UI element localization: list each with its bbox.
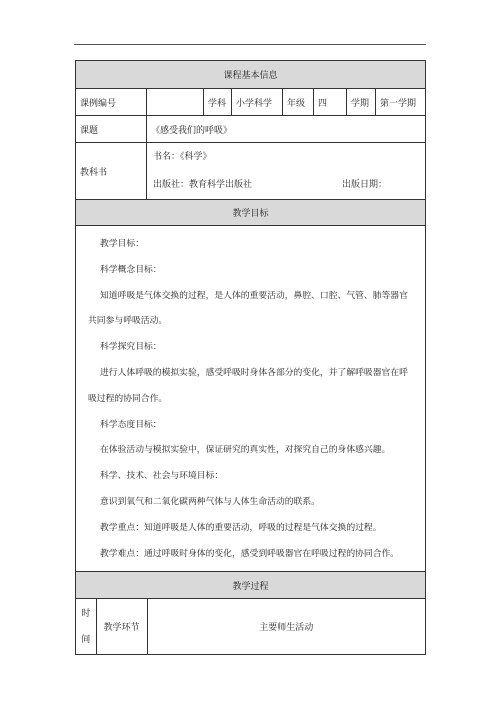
goal-line: 意识到氧气和二氧化碳两种气体与人体生命活动的联系。: [100, 496, 320, 507]
value-course-code: [147, 89, 204, 116]
textbook-publish-date: 出版日期：: [342, 180, 388, 190]
section-header-process: 教学过程: [76, 572, 426, 599]
goals-content: [76, 226, 426, 572]
goal-line: 教学目标：: [100, 239, 144, 249]
label-term: 学期: [347, 89, 376, 116]
goal-line: 知道呼吸是气体交换的过程，是人体的重要活动，鼻腔、口腔、气管、肺等器官共同参与呼吸活动。: [88, 290, 408, 327]
goal-line: 科学概念目标：: [100, 264, 162, 275]
goal-line: 在体验活动与模拟实验中，保证研究的真实性，对探究自己的身体感兴趣。: [100, 445, 391, 456]
textbook-publisher-line: [151, 171, 421, 199]
goal-line: 科学、技术、社会与环境目标：: [100, 471, 224, 482]
value-topic: 《感受我们的呼吸》: [147, 116, 426, 143]
goal-line: 进行人体呼吸的模拟实验，感受呼吸时身体各部分的变化，并了解呼吸器官在呼吸过程的协同合作。: [88, 367, 408, 404]
textbook-publisher: 出版社：教育科学出版社: [153, 180, 253, 190]
lesson-plan-table: [75, 60, 426, 655]
row-textbook: [76, 143, 426, 200]
section-header-goals: 教学目标: [76, 200, 426, 226]
row-course-code: [76, 89, 426, 116]
header-activity: 主要师生活动: [259, 623, 314, 634]
header-time: 时 间: [76, 599, 96, 654]
header-step: 教学环节: [96, 599, 147, 654]
goal-line: 科学探究目标：: [100, 342, 162, 353]
goal-line: 教学难点：通过呼吸时身体的变化，感受到呼吸器官在呼吸过程的协同合作。: [100, 548, 400, 559]
section-header-basic-info: 课程基本信息: [76, 61, 426, 89]
label-topic: 课题: [76, 116, 147, 143]
value-textbook: [147, 143, 426, 200]
label-subject: 学科: [204, 89, 232, 116]
textbook-name: 书名：《科学》: [153, 152, 212, 162]
value-term: 第一学期: [376, 89, 426, 116]
top-rule: [74, 44, 426, 45]
label-grade: 年级: [283, 89, 314, 116]
goal-line: 教学重点：知道呼吸是人体的重要活动，呼吸的过程是气体交换的过程。: [100, 522, 382, 533]
label-course-code: 课例编号: [76, 89, 147, 116]
value-subject: 小学科学: [232, 89, 283, 116]
goal-line: 科学态度目标：: [100, 419, 162, 430]
label-textbook: 教科书: [76, 143, 147, 200]
process-header-table: [76, 599, 425, 654]
process-column-headers: [76, 599, 426, 655]
value-grade: 四: [314, 89, 347, 116]
row-topic: [76, 116, 426, 143]
